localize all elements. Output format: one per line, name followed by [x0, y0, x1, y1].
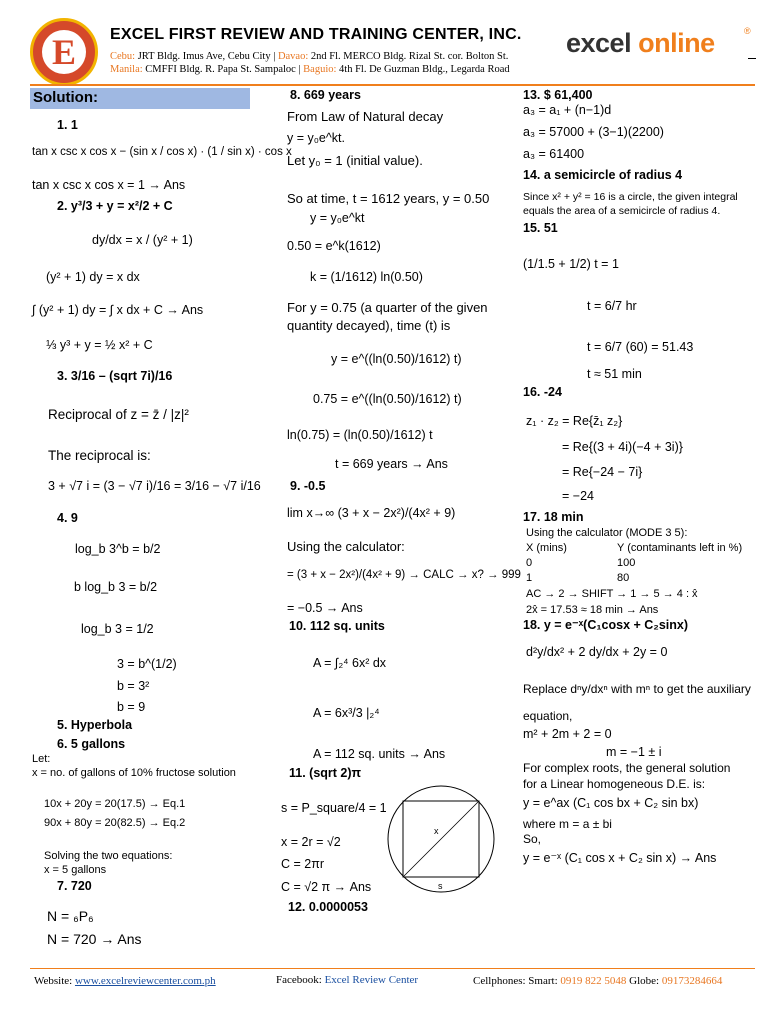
q6-eq2: 90x + 80y = 20(82.5) → Eq.2: [44, 817, 186, 829]
q11-line-2: x = 2r = √2: [281, 835, 341, 849]
company-logo: [30, 18, 98, 86]
figure-label-x: x: [434, 826, 439, 836]
q8-line-6: 0.50 = e^k(1612): [287, 239, 381, 253]
answer-1: 1. 1: [57, 118, 78, 132]
footer-website: Website: www.excelreviewcenter.com.ph: [34, 975, 216, 987]
answer-8: 8. 669 years: [290, 88, 361, 102]
q4-step-2: b log_b 3 = b/2: [74, 580, 158, 594]
answer-3: 3. 3/16 – (sqrt 7i)/16: [57, 369, 173, 383]
solution-label: Solution:: [33, 89, 98, 106]
q8-line-10: y = e^((ln(0.50)/1612) t): [331, 352, 462, 366]
q2-step-2: (y² + 1) dy = x dx: [46, 270, 140, 284]
answer-11: 11. (sqrt 2)π: [289, 766, 362, 780]
q16-line-4: = −24: [562, 489, 594, 503]
q13-line-1: a₃ = a₁ + (n−1)d: [523, 103, 612, 117]
q18-line-3: equation,: [523, 709, 573, 723]
header-divider-mark: [748, 58, 756, 59]
q8-line-4: So at time, t = 1612 years, y = 0.50: [287, 191, 490, 206]
registered-mark: ®: [744, 26, 751, 36]
answer-14: 14. a semicircle of radius 4: [523, 168, 683, 182]
answer-13: 13. $ 61,400: [523, 88, 593, 102]
footer-divider: [30, 968, 755, 969]
answer-9: 9. -0.5: [290, 479, 326, 493]
q18-line-4: m² + 2m + 2 = 0: [523, 727, 612, 741]
smart-number: 0919 822 5048: [560, 975, 627, 987]
q3-step-2: The reciprocal is:: [48, 448, 151, 463]
q15-line-1: (1/1.5 + 1/2) t = 1: [523, 257, 619, 271]
q17-row1-y: 100: [617, 557, 636, 569]
q8-line-8: For y = 0.75 (a quarter of the given: [287, 300, 488, 315]
q17-line-1: Using the calculator (MODE 3 5):: [526, 527, 688, 539]
q4-step-1: log_b 3^b = b/2: [75, 542, 161, 556]
q18-line-8: y = e^ax (C₁ cos bx + C₂ sin bx): [523, 796, 699, 810]
q11-line-4: C = √2 π → Ans: [281, 880, 372, 894]
q16-line-1: z₁ · z₂ = Re{z̄₁ z₂}: [526, 414, 623, 428]
q8-line-9: quantity decayed), time (t) is: [287, 318, 451, 333]
q9-line-2: Using the calculator:: [287, 539, 405, 554]
header-divider: [30, 84, 755, 86]
q14-line-1: Since x² + y² = 16 is a circle, the given integral: [523, 191, 738, 203]
q1-step-1: tan x csc x cos x − (sin x / cos x) · (1 / sin x) · cos x: [32, 146, 292, 158]
q18-line-11: y = e⁻ˣ (C₁ cos x + C₂ sin x) → Ans: [523, 851, 717, 865]
q15-line-3: t = 6/7 (60) = 51.43: [587, 340, 694, 354]
q6-let: Let:: [32, 753, 51, 765]
q9-line-1: lim x→∞ (3 + x − 2x²)/(4x² + 9): [287, 506, 456, 520]
q11-line-1: s = P_square/4 = 1: [281, 801, 387, 815]
q7-step-1: N = ₆P₆: [47, 908, 94, 924]
footer-phones: Cellphones: Smart: 0919 822 5048 Globe: 09173284664: [473, 975, 723, 987]
brand-logo: excel online: [566, 28, 715, 58]
q18-line-9: where m = a ± bi: [523, 817, 612, 831]
q17-row2-x: 1: [526, 572, 533, 584]
q16-line-2: = Re{(3 + 4i)(−4 + 3i)}: [562, 440, 683, 454]
q17-line-3: 2x̂ = 17.53 ≈ 18 min → Ans: [526, 604, 659, 616]
company-name: EXCEL FIRST REVIEW AND TRAINING CENTER, INC.: [110, 26, 522, 43]
q18-line-1: d²y/dx² + 2 dy/dx + 2y = 0: [526, 645, 668, 659]
q6-eq1: 10x + 20y = 20(17.5) → Eq.1: [44, 798, 186, 810]
logo-letter: E: [42, 30, 86, 74]
q7-step-2: N = 720 → Ans: [47, 931, 142, 947]
answer-10: 10. 112 sq. units: [289, 619, 385, 633]
q16-line-3: = Re{−24 − 7i}: [562, 465, 643, 479]
q13-line-2: a₃ = 57000 + (3−1)(2200): [523, 125, 664, 139]
q11-line-3: C = 2πr: [281, 857, 325, 871]
q18-line-10: So,: [523, 832, 542, 846]
figure-diagonal: [403, 801, 479, 877]
q3-step-3: 3 + √7 i = (3 − √7 i)/16 = 3/16 − √7 i/16: [48, 479, 261, 493]
q18-line-5: m = −1 ± i: [606, 745, 662, 759]
answer-12: 12. 0.0000053: [288, 900, 368, 914]
answer-4: 4. 9: [57, 511, 78, 525]
q8-line-3: Let y₀ = 1 (initial value).: [287, 153, 423, 168]
q10-line-3: A = 112 sq. units → Ans: [313, 747, 446, 761]
q14-line-2: equals the area of a semicircle of radius 4.: [523, 205, 721, 217]
q9-line-3: = (3 + x − 2x²)/(4x² + 9) → CALC → x? → 999: [287, 569, 521, 581]
q8-line-2: y = y₀e^kt.: [287, 131, 345, 145]
q18-line-7: for a Linear homogeneous D.E. is:: [523, 777, 706, 791]
q3-step-1: Reciprocal of z = z̄ / |z|²: [48, 407, 189, 422]
q8-line-5: y = y₀e^kt: [310, 211, 365, 225]
facebook-link[interactable]: Excel Review Center: [324, 974, 419, 986]
answer-17: 17. 18 min: [523, 510, 584, 524]
figure-label-s: s: [438, 881, 443, 891]
q15-line-4: t ≈ 51 min: [587, 367, 642, 381]
q17-row1-x: 0: [526, 557, 533, 569]
footer-facebook: Facebook: Excel Review Center: [276, 974, 419, 986]
address-line-2: Manila: CMFFI Bldg. R. Papa St. Sampaloc | Baguio: 4th Fl. De Guzman Bldg., Legarda Road: [110, 64, 510, 75]
q4-step-4: 3 = b^(1/2): [117, 657, 177, 671]
answer-2: 2. y³/3 + y = x²/2 + C: [57, 199, 173, 213]
q17-col-y: Y (contaminants left in %): [617, 542, 743, 554]
answer-16: 16. -24: [523, 385, 562, 399]
q6-def: x = no. of gallons of 10% fructose solution: [32, 767, 236, 779]
answer-7: 7. 720: [57, 879, 92, 893]
q8-line-12: ln(0.75) = (ln(0.50)/1612) t: [287, 428, 433, 442]
answer-18: 18. y = e⁻ˣ(C₁cosx + C₂sinx): [523, 618, 689, 632]
q17-col-x: X (mins): [526, 542, 567, 554]
q17-line-2: AC → 2 → SHIFT → 1 → 5 → 4 : x̂: [526, 588, 698, 600]
website-link[interactable]: www.excelreviewcenter.com.ph: [74, 975, 216, 987]
q4-step-5: b = 3²: [117, 679, 150, 693]
q10-line-2: A = 6x³/3 |₂⁴: [313, 706, 380, 720]
q15-line-2: t = 6/7 hr: [587, 299, 637, 313]
answer-5: 5. Hyperbola: [57, 718, 133, 732]
q8-line-13: t = 669 years → Ans: [335, 457, 448, 471]
q6-result: x = 5 gallons: [44, 864, 107, 876]
q4-step-3: log_b 3 = 1/2: [81, 622, 154, 636]
address-line-1: Cebu: JRT Bldg. Imus Ave, Cebu City | Davao: 2nd Fl. MERCO Bldg. Rizal St. cor. Bolton St.: [110, 51, 509, 62]
q2-step-4: ⅓ y³ + y = ½ x² + C: [46, 338, 153, 352]
q9-line-4: = −0.5 → Ans: [287, 601, 363, 615]
q13-line-3: a₃ = 61400: [523, 147, 585, 161]
answer-15: 15. 51: [523, 221, 558, 235]
q4-step-6: b = 9: [117, 700, 146, 714]
q18-line-2: Replace dⁿy/dxⁿ with mⁿ to get the auxiliary: [523, 682, 751, 696]
q17-row2-y: 80: [617, 572, 630, 584]
q2-step-1: dy/dx = x / (y² + 1): [92, 233, 193, 247]
globe-number: 09173284664: [661, 975, 723, 987]
answer-6: 6. 5 gallons: [57, 737, 126, 751]
q1-step-2: tan x csc x cos x = 1 → Ans: [32, 178, 186, 192]
q8-line-7: k = (1/1612) ln(0.50): [310, 270, 423, 284]
q10-line-1: A = ∫₂⁴ 6x² dx: [313, 656, 387, 670]
q8-line-1: From Law of Natural decay: [287, 109, 444, 124]
q8-line-11: 0.75 = e^((ln(0.50)/1612) t): [313, 392, 462, 406]
circle-square-figure: [385, 783, 497, 895]
q18-line-6: For complex roots, the general solution: [523, 761, 731, 775]
q6-solving: Solving the two equations:: [44, 850, 173, 862]
q2-step-3: ∫ (y² + 1) dy = ∫ x dx + C → Ans: [32, 303, 204, 317]
